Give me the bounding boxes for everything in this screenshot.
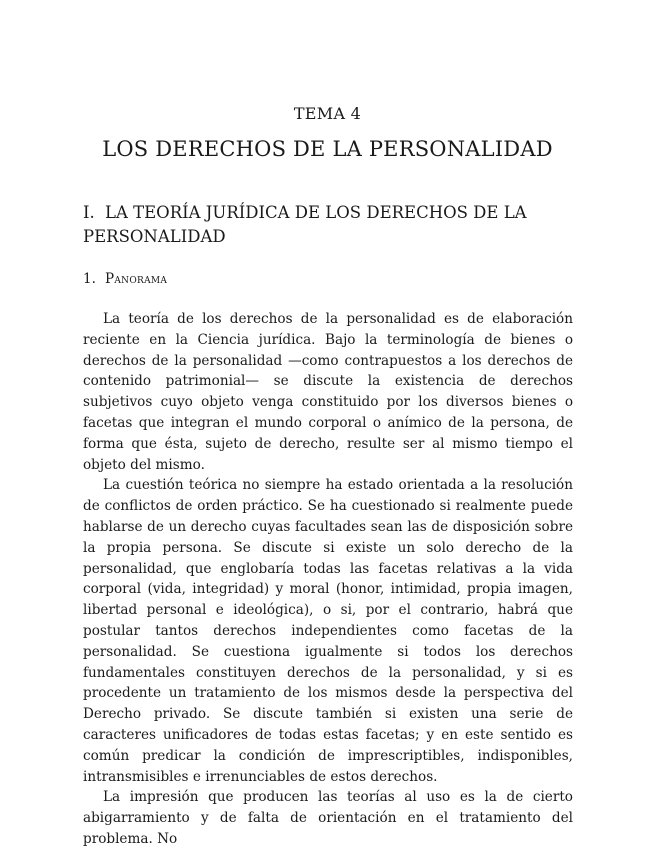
- section-number: I.: [83, 203, 95, 222]
- subsection-heading: [83, 271, 573, 287]
- subsection-number: 1.: [83, 271, 96, 287]
- chapter-label: TEMA 4: [293, 104, 362, 123]
- paragraph: La impresión que producen las teorías al uso es la de cierto abigarramiento y de falta de orientación en el tratamiento del problema. No: [83, 789, 573, 847]
- section-title: LA TEORÍA JURÍDICA DE LOS DERECHOS DE LA PERSONALIDAD: [83, 203, 527, 246]
- paragraph: La cuestión teórica no siempre ha estado orientada a la resolución de conflictos de orden práctico. Se ha cuestionado si realmente puede hablarse de un derecho cuyas facultades sean las de disposición sobre la propia persona. Se discute si existe un solo derecho de la personalidad, que englobaría todas las facetas relativas a la vida corporal (vida, integridad) y moral (honor, intimidad, propia imagen, libertad personal e ideológica), o si, por el contrario, habrá que postular tantos derechos independientes como facetas de la personalidad. Se cuestiona igualmente si todos los derechos fundamentales constituyen derechos de la personalidad, y si es procedente un tratamiento de los mismos desde la perspectiva del Derecho privado. Se discute también si existen una serie de caracteres unificadores de todas estas facetas; y en este sentido es común predicar la condición de imprescriptibles, indisponibles, intransmisibles e irrenunciables de estos derechos.: [83, 477, 573, 785]
- section-heading: [83, 201, 573, 249]
- paragraph: La teoría de los derechos de la personalidad es de elaboración reciente en la Ciencia jurídica. Bajo la terminología de bienes o derechos de la personalidad —como contrapuestos a los derechos de contenido patrimonial— se discute la existencia de derechos subjetivos cuyo objeto venga constituido por los diversos bienes o facetas que integran el mundo corporal o anímico de la persona, de forma que ésta, sujeto de derecho, resulte ser al mismo tiempo el objeto del mismo.: [83, 311, 573, 473]
- subsection-title: Panorama: [105, 271, 168, 287]
- body-text: [83, 309, 573, 850]
- chapter-title: LOS DERECHOS DE LA PERSONALIDAD: [102, 137, 553, 161]
